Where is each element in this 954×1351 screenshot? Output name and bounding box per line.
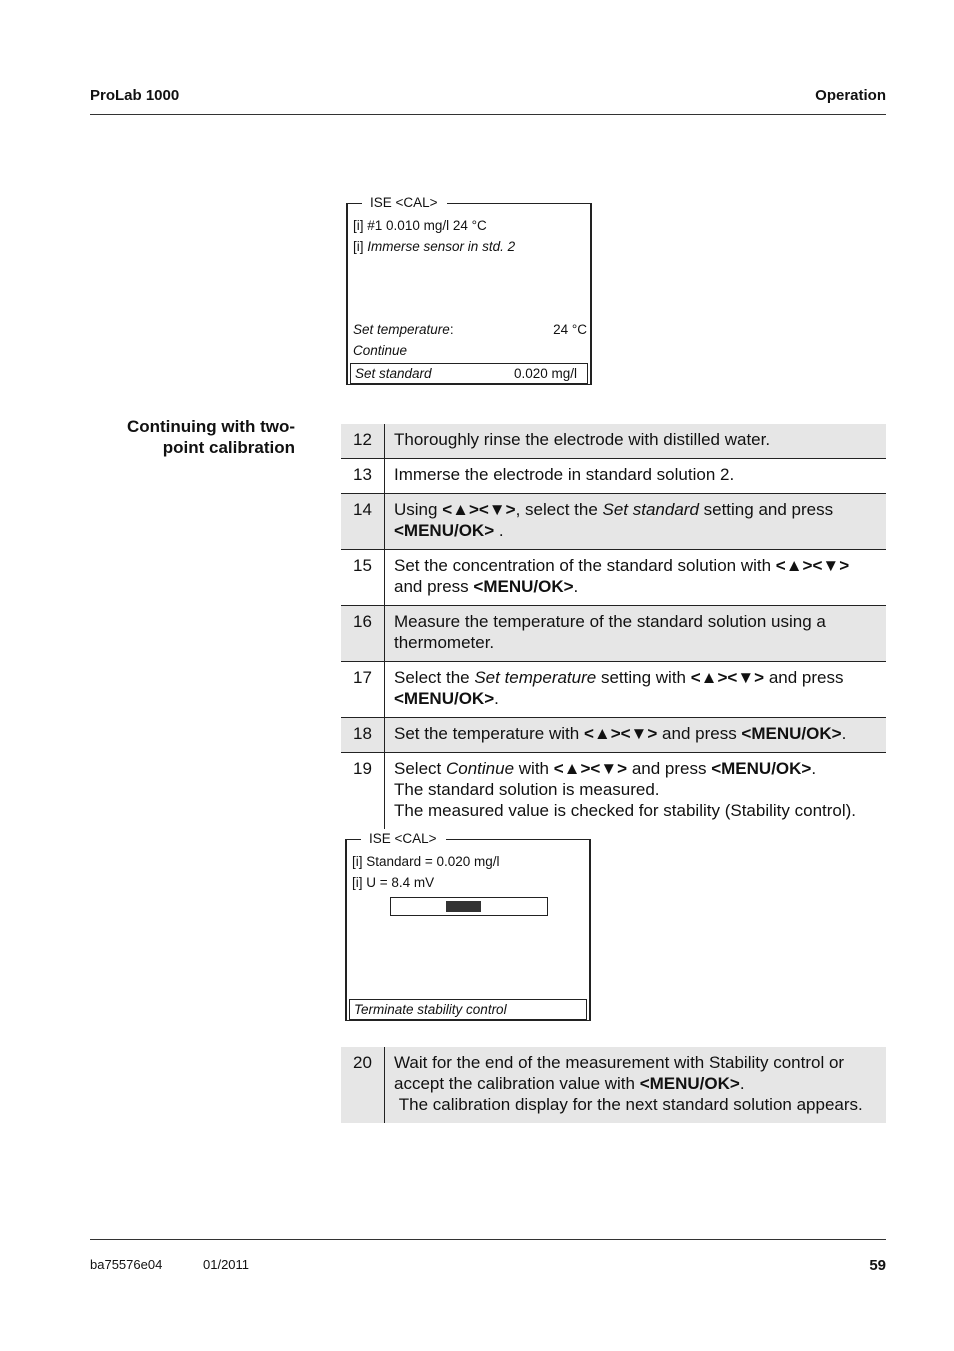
step-number: 12 [341, 424, 385, 458]
display-2-title: ISE <CAL> [361, 830, 446, 848]
step-row-17 [341, 662, 886, 718]
step-number: 14 [341, 494, 385, 549]
step-row-15 [341, 550, 886, 606]
softkey-label: Terminate stability control [354, 1002, 507, 1017]
info-icon: [i] [353, 218, 364, 233]
step-number: 18 [341, 718, 385, 752]
step-text: Wait for the end of the measurement with Stability control or accept the calibration value with <MENU/OK>. The calibration display for the next standard solution appears. [385, 1047, 886, 1123]
footer-date: 01/2011 [203, 1257, 250, 1272]
softkey-terminate-stability-control[interactable] [349, 999, 587, 1020]
step-row-19 [341, 753, 886, 829]
menu-item-set-standard-value: 0.020 mg/l [513, 366, 577, 381]
menu-item-continue[interactable]: Continue [353, 343, 408, 358]
calibration-display-1 [346, 195, 592, 385]
step-text: Set the concentration of the standard solution with <▲><▼> and press <MENU/OK>. [394, 556, 850, 596]
step-text: Select Continue with <▲><▼> and press <MENU/OK>. The standard solution is measured. The measured value is checked for stability (Stability control). [385, 753, 886, 829]
step-result-line: The standard solution is measured. [394, 780, 660, 799]
info-icon: [i] [352, 875, 363, 890]
display-2-info-1: Standard = 0.020 mg/l [366, 854, 500, 869]
display-2-info-line-1 [352, 853, 500, 871]
info-icon: [i] [352, 854, 363, 869]
stability-progress-fill [446, 901, 481, 912]
step-number: 17 [341, 662, 385, 717]
step-number: 16 [341, 606, 385, 661]
footer-doc-code: ba75576e04 [90, 1257, 163, 1272]
display-1-info-1: #1 0.010 mg/l 24 °C [367, 218, 487, 233]
step-text: Set the temperature with <▲><▼> and press <MENU/OK>. [394, 724, 847, 743]
step-row-18 [341, 718, 886, 753]
step-text: Select the Set temperature setting with <▲><▼> and press <MENU/OK>. [394, 668, 844, 708]
step-text: Thoroughly rinse the electrode with distilled water. [394, 430, 771, 449]
info-icon: [i] [353, 239, 364, 254]
footer-rule [90, 1239, 886, 1240]
step-number: 15 [341, 550, 385, 605]
step-text: Using <▲><▼>, select the Set standard setting and press <MENU/OK> . [394, 500, 834, 540]
step-text: Immerse the electrode in standard solution 2. [394, 465, 735, 484]
menu-item-set-temperature[interactable]: Set temperature: [353, 322, 454, 337]
step-result-line: The measured value is checked for stability (Stability control). [394, 801, 857, 820]
step-row-20 [341, 1047, 886, 1123]
section-heading: Continuing with two-point calibration [126, 417, 295, 457]
menu-item-set-temperature-value: 24 °C [553, 322, 587, 337]
footer-page-number: 59 [869, 1257, 886, 1274]
menu-item-set-standard[interactable] [350, 363, 588, 384]
header-section: Operation [815, 87, 886, 104]
step-row-13 [341, 459, 886, 494]
step-number: 20 [341, 1047, 385, 1123]
header-product: ProLab 1000 [90, 87, 180, 104]
step-text: Measure the temperature of the standard solution using a thermometer. [394, 612, 826, 652]
step-result-line: The calibration display for the next standard solution appears. [394, 1095, 863, 1114]
header-rule [90, 114, 886, 115]
display-1-info-line-2 [353, 238, 515, 256]
calibration-display-2 [345, 831, 591, 1021]
menu-item-set-standard-label: Set standard [355, 366, 432, 381]
display-1-title: ISE <CAL> [362, 194, 447, 212]
stability-progress-bar [390, 897, 548, 916]
steps-table-2 [341, 1047, 886, 1123]
step-row-12 [341, 424, 886, 459]
step-number: 19 [341, 753, 385, 829]
display-2-info-2: U = 8.4 mV [366, 875, 435, 890]
step-row-14 [341, 494, 886, 550]
display-1-info-2: Immerse sensor in std. 2 [367, 239, 516, 254]
step-number: 13 [341, 459, 385, 493]
step-row-16 [341, 606, 886, 662]
display-2-info-line-2 [352, 874, 434, 892]
display-1-info-line-1 [353, 217, 487, 235]
steps-table-1 [341, 423, 886, 829]
